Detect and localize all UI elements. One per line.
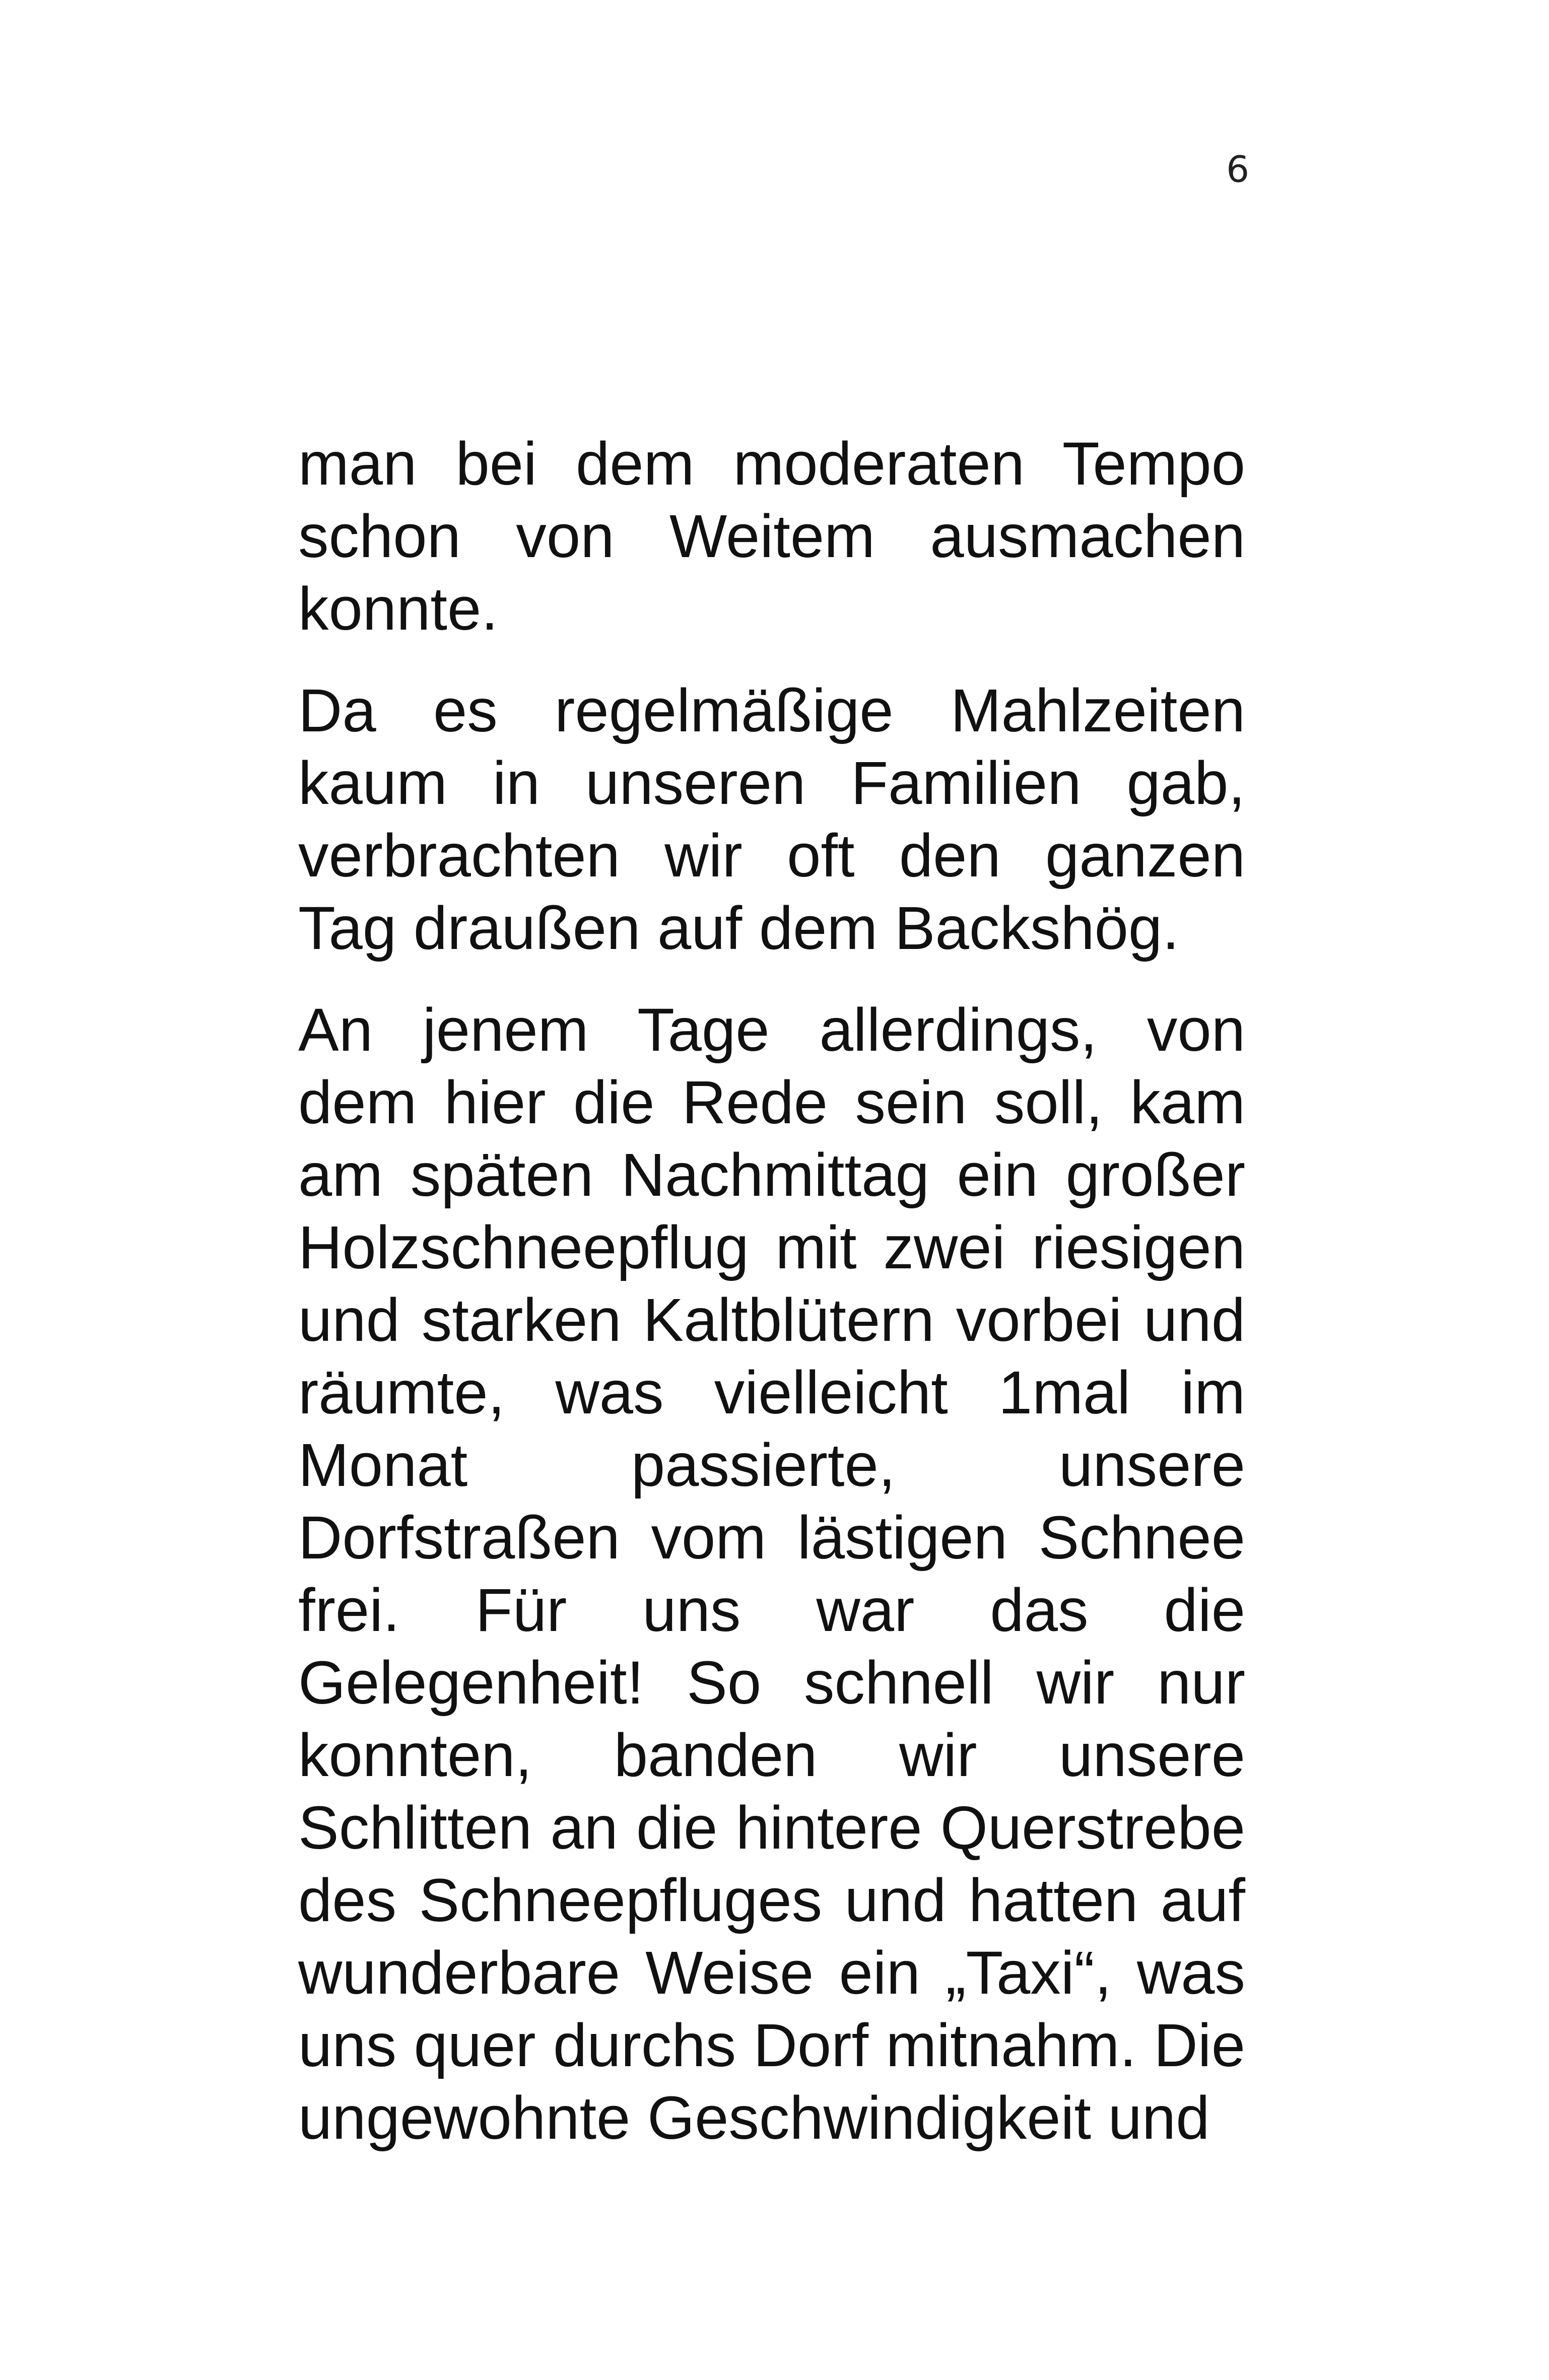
paragraph-3: An jenem Tage allerdings, von dem hier die Rede sein soll, kam am späten Nachmittag ein großer Holzschneepflug mit zwei riesigen und starken Kaltblütern vorbei und räumte, was vielleicht 1mal im Monat passierte, unsere Dorfstraßen vom lästigen Schnee frei. Für uns war das die Gelegenheit! So schnell wir nur konnten, banden wir unsere Schlitten an die hintere Querstrebe des Schneepfluges und hatten auf wunderbare Weise ein „Taxi“, was uns quer durchs Dorf mitnahm. Die ungewohnte Geschwindigkeit und bbox=[298, 995, 1245, 2152]
body-text bbox=[298, 427, 1245, 2183]
paragraph-2: Da es regelmäßige Mahlzeiten kaum in unseren Familien gab, verbrachten wir oft den ganzen Tag draußen auf dem Backshög. bbox=[298, 676, 1245, 962]
page-number: 6 bbox=[1226, 148, 1249, 190]
paragraph-1: man bei dem moderaten Tempo schon von Weitem ausmachen konnte. bbox=[298, 429, 1245, 643]
